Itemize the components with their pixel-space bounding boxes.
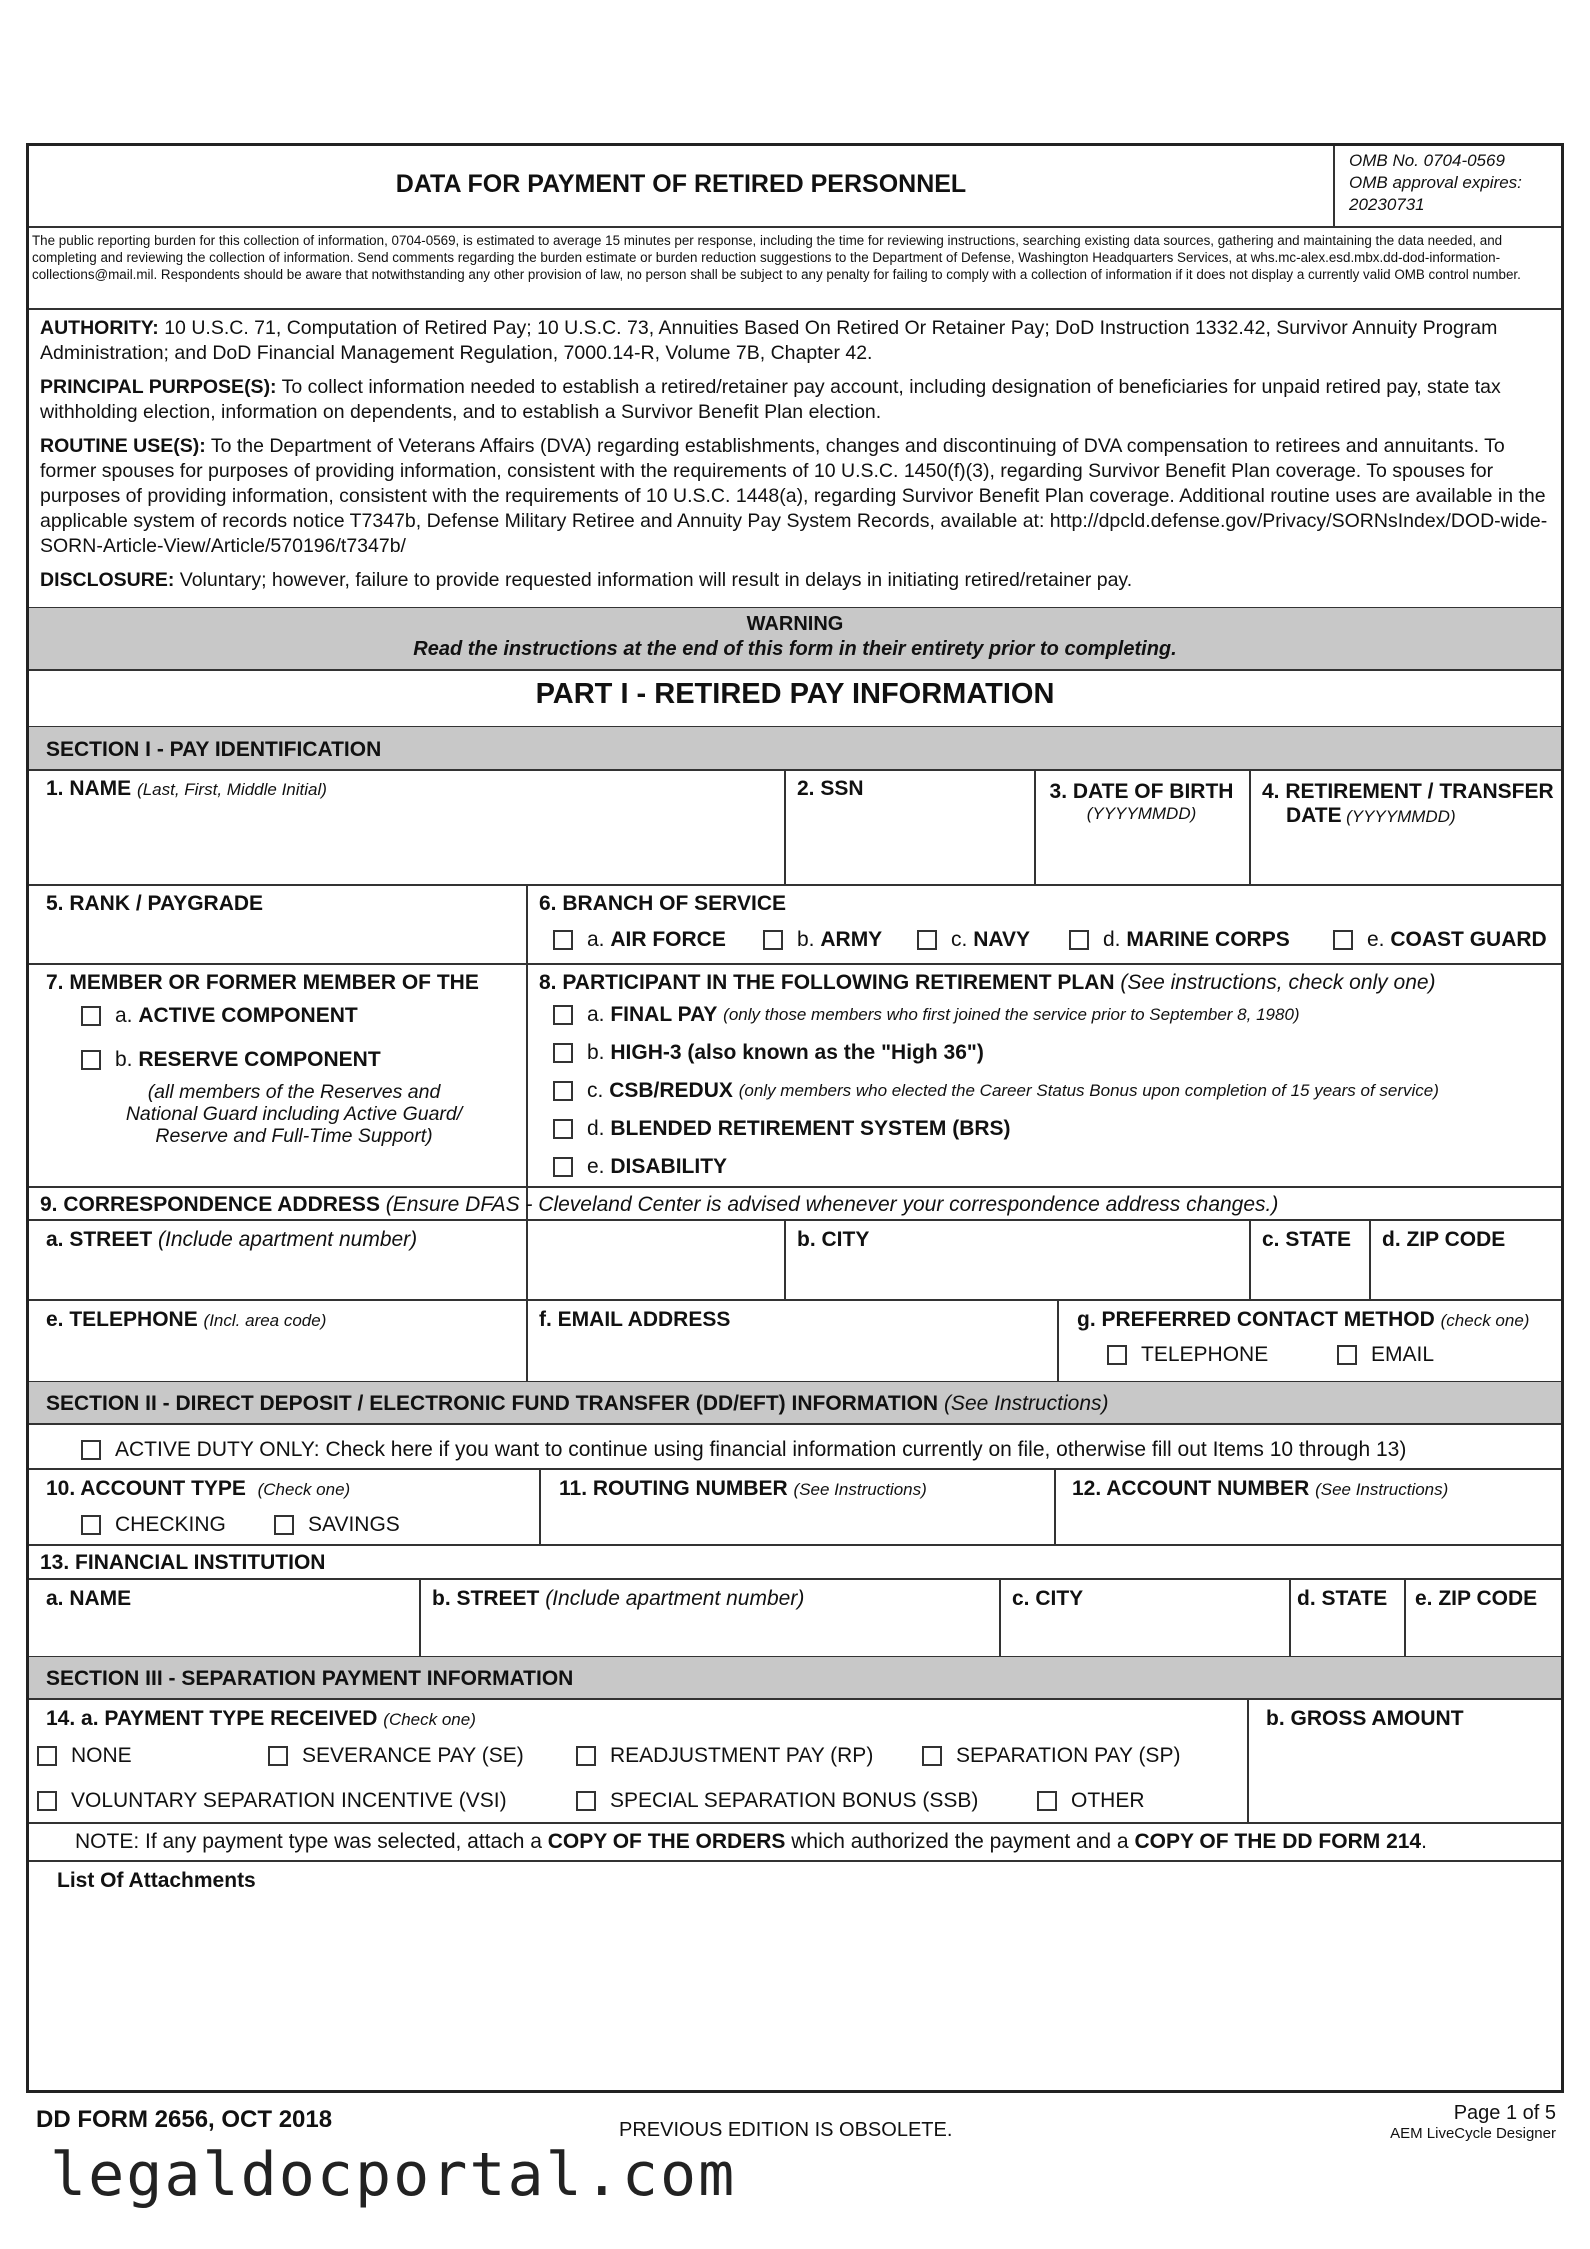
payment-vsi[interactable]: VOLUNTARY SEPARATION INCENTIVE (VSI) <box>37 1789 507 1813</box>
rank-label: 5. RANK / PAYGRADE <box>46 892 264 915</box>
fin-state-field[interactable] <box>1294 1614 1399 1650</box>
omb-number: OMB No. 0704-0569 <box>1349 151 1505 170</box>
dob-field[interactable] <box>1039 831 1249 879</box>
payment-separation[interactable]: SEPARATION PAY (SP) <box>922 1744 1180 1768</box>
marine-corps-checkbox[interactable] <box>1069 930 1089 950</box>
privacy-act-statement <box>40 316 1552 593</box>
severance-checkbox[interactable] <box>268 1746 288 1766</box>
street-label: a. STREET (Include apartment number) <box>46 1228 418 1251</box>
payment-readjustment[interactable]: READJUSTMENT PAY (RP) <box>576 1744 873 1768</box>
payment-ssb[interactable]: SPECIAL SEPARATION BONUS (SSB) <box>576 1789 978 1813</box>
branch-navy[interactable]: c. NAVY <box>917 928 1030 952</box>
branch-army[interactable]: b. ARMY <box>763 928 882 952</box>
warning-text: Read the instructions at the end of this form in their entirety prior to completing. <box>413 638 1177 660</box>
fin-zip-field[interactable] <box>1409 1614 1554 1650</box>
retirement-date-field[interactable] <box>1254 831 1554 879</box>
name-field[interactable] <box>39 808 789 856</box>
account-savings[interactable]: SAVINGS <box>274 1513 400 1537</box>
email-field[interactable] <box>534 1336 1044 1376</box>
branch-marine-corps[interactable]: d. MARINE CORPS <box>1069 928 1290 952</box>
form-title: DATA FOR PAYMENT OF RETIRED PERSONNEL <box>395 170 967 198</box>
routine-uses: ROUTINE USE(S): To the Department of Veterans Affairs (DVA) regarding establishments, changes and discontinuing of DVA compensation to retirees and annuitants. To former spouses for purposes of providing information, consistent with the requirements of 10 U.S.C. 1450(f)(3), regarding Survivor Benefit Plan coverage. To spouses for purposes of providing information, consistent with the requirements of 10 U.S.C. 1448(a), regarding Survivor Benefit Plan coverage. Additional routine uses are available in the applicable system of records notice T7347b, Defense Military Retiree and Annuity Pay System Records, available at: http://dpcld.defense.gov/Privacy/SORNsIndex/DOD-wide-SORN-Article-View/Article/570196/t7347b/ <box>40 435 1548 557</box>
zip-field[interactable] <box>1374 1256 1554 1294</box>
reserve-component[interactable]: b. RESERVE COMPONENT <box>81 1048 381 1072</box>
account-number-field[interactable] <box>1059 1506 1554 1540</box>
section-1-title: SECTION I - PAY IDENTIFICATION <box>46 738 382 761</box>
checking-checkbox[interactable] <box>81 1515 101 1535</box>
name-label: 1. NAME (Last, First, Middle Initial) <box>46 777 327 800</box>
plan-disability[interactable]: e. DISABILITY <box>553 1155 727 1179</box>
form-id: DD FORM 2656, OCT 2018 <box>36 2106 333 2133</box>
designer-note: AEM LiveCycle Designer <box>1390 2125 1556 2142</box>
page-number: Page 1 of 5 <box>1453 2102 1556 2124</box>
city-label: b. CITY <box>797 1228 870 1251</box>
contact-telephone-checkbox[interactable] <box>1107 1345 1127 1365</box>
savings-checkbox[interactable] <box>274 1515 294 1535</box>
disability-checkbox[interactable] <box>553 1157 573 1177</box>
section-3-title: SECTION III - SEPARATION PAYMENT INFORMATION <box>46 1667 574 1690</box>
brs-checkbox[interactable] <box>553 1119 573 1139</box>
branch-air-force[interactable]: a. AIR FORCE <box>553 928 726 952</box>
retirement-date-label: 4. RETIREMENT / TRANSFER DATE (YYYYMMDD) <box>1262 780 1554 827</box>
high-3-checkbox[interactable] <box>553 1043 573 1063</box>
fin-street-label: b. STREET (Include apartment number) <box>432 1587 805 1610</box>
readjustment-checkbox[interactable] <box>576 1746 596 1766</box>
army-checkbox[interactable] <box>763 930 783 950</box>
watermark: legaldocportal.com <box>50 2140 737 2210</box>
disclosure: DISCLOSURE: Voluntary; however, failure to provide requested information will result in delays in initiating retired/retainer pay. <box>40 569 1133 591</box>
attachment-note: NOTE: If any payment type was selected, attach a COPY OF THE ORDERS which authorized the payment and a COPY OF THE DD FORM 214. <box>75 1830 1427 1853</box>
reserve-component-checkbox[interactable] <box>81 1050 101 1070</box>
branch-coast-guard[interactable]: e. COAST GUARD <box>1333 928 1547 952</box>
contact-email[interactable]: EMAIL <box>1337 1343 1434 1367</box>
fin-city-label: c. CITY <box>1012 1587 1084 1610</box>
payment-other[interactable]: OTHER <box>1037 1789 1145 1813</box>
account-checking[interactable]: CHECKING <box>81 1513 226 1537</box>
fin-city-field[interactable] <box>1004 1614 1284 1650</box>
ssn-label: 2. SSN <box>797 777 864 800</box>
active-component-checkbox[interactable] <box>81 1006 101 1026</box>
address-label: 9. CORRESPONDENCE ADDRESS (Ensure DFAS - Cleveland Center is advised whenever your correspondence address changes.) <box>40 1193 1279 1216</box>
ssb-checkbox[interactable] <box>576 1791 596 1811</box>
account-number-label: 12. ACCOUNT NUMBER (See Instructions) <box>1072 1477 1449 1500</box>
gross-amount-field[interactable] <box>1254 1738 1554 1818</box>
payment-none[interactable]: NONE <box>37 1744 132 1768</box>
page-info <box>1300 2102 1556 2142</box>
plan-label: 8. PARTICIPANT IN THE FOLLOWING RETIREMENT PLAN (See instructions, check only one) <box>539 971 1436 994</box>
fin-name-field[interactable] <box>39 1614 414 1650</box>
active-duty-only[interactable]: ACTIVE DUTY ONLY: Check here if you want to continue using financial information currently on file, otherwise fill out Items 10 through 13) <box>81 1438 1406 1462</box>
gross-amount-label: b. GROSS AMOUNT <box>1266 1707 1464 1730</box>
plan-high-3[interactable]: b. HIGH-3 (also known as the "High 36") <box>553 1041 984 1065</box>
account-type-label: 10. ACCOUNT TYPE (Check one) <box>46 1477 351 1500</box>
principal-purpose: PRINCIPAL PURPOSE(S): To collect information needed to establish a retired/retainer pay account, including designation of beneficiaries for unpaid retired pay, state tax withholding election, information on dependents, and to establish a Survivor Benefit Plan election. <box>40 376 1501 423</box>
plan-brs[interactable]: d. BLENDED RETIREMENT SYSTEM (BRS) <box>553 1117 1011 1141</box>
active-duty-only-checkbox[interactable] <box>81 1440 101 1460</box>
plan-csb-redux[interactable]: c. CSB/REDUX (only members who elected the Career Status Bonus upon completion of 15 years of service) <box>553 1079 1439 1103</box>
financial-institution-label: 13. FINANCIAL INSTITUTION <box>40 1551 326 1574</box>
none-checkbox[interactable] <box>37 1746 57 1766</box>
attachments-field[interactable] <box>39 1898 1554 2083</box>
final-pay-checkbox[interactable] <box>553 1005 573 1025</box>
navy-checkbox[interactable] <box>917 930 937 950</box>
coast-guard-checkbox[interactable] <box>1333 930 1353 950</box>
street-field[interactable] <box>39 1256 779 1294</box>
warning-title: WARNING <box>746 613 844 635</box>
fin-name-label: a. NAME <box>46 1587 132 1610</box>
obsolete-notice: PREVIOUS EDITION IS OBSOLETE. <box>619 2119 953 2141</box>
contact-method-label: g. PREFERRED CONTACT METHOD (check one) <box>1077 1308 1530 1331</box>
reserve-note: (all members of the Reserves and National Guard including Active Guard/ Reserve and Full-Time Support) <box>125 1081 463 1147</box>
csb-redux-checkbox[interactable] <box>553 1081 573 1101</box>
ssn-field[interactable] <box>789 808 1034 856</box>
state-label: c. STATE <box>1262 1228 1352 1251</box>
member-label: 7. MEMBER OR FORMER MEMBER OF THE <box>46 971 479 994</box>
payment-severance[interactable]: SEVERANCE PAY (SE) <box>268 1744 524 1768</box>
separation-checkbox[interactable] <box>922 1746 942 1766</box>
branch-label: 6. BRANCH OF SERVICE <box>539 892 786 915</box>
other-checkbox[interactable] <box>1037 1791 1057 1811</box>
zip-label: d. ZIP CODE <box>1382 1228 1506 1251</box>
vsi-checkbox[interactable] <box>37 1791 57 1811</box>
telephone-label: e. TELEPHONE (Incl. area code) <box>46 1308 327 1331</box>
fin-zip-label: e. ZIP CODE <box>1415 1587 1538 1610</box>
omb-expires-date: 20230731 <box>1349 195 1425 214</box>
rank-field[interactable] <box>39 921 519 956</box>
routing-number-field[interactable] <box>544 1506 1049 1540</box>
omb-block <box>1349 150 1522 216</box>
form-page <box>26 143 1564 2093</box>
authority: AUTHORITY: 10 U.S.C. 71, Computation of Retired Pay; 10 U.S.C. 73, Annuities Based On Retired Or Retainer Pay; DoD Instruction 1332.42, Survivor Annuity Program Administration; and DoD Financial Management Regulation, 7000.14-R, Volume 7B, Chapter 42. <box>40 317 1498 364</box>
section-2-title: SECTION II - DIRECT DEPOSIT / ELECTRONIC FUND TRANSFER (DD/EFT) INFORMATION (See Instructions) <box>46 1392 1109 1415</box>
state-field[interactable] <box>1254 1256 1364 1294</box>
city-field[interactable] <box>789 1256 1244 1294</box>
plan-final-pay[interactable]: a. FINAL PAY (only those members who first joined the service prior to September 8, 1980) <box>553 1003 1300 1027</box>
email-label: f. EMAIL ADDRESS <box>539 1308 731 1331</box>
payment-type-label: 14. a. PAYMENT TYPE RECEIVED (Check one) <box>46 1707 476 1730</box>
routing-number-label: 11. ROUTING NUMBER (See Instructions) <box>559 1477 927 1500</box>
air-force-checkbox[interactable] <box>553 930 573 950</box>
fin-street-field[interactable] <box>424 1614 994 1650</box>
contact-telephone[interactable]: TELEPHONE <box>1107 1343 1268 1367</box>
omb-expires-label: OMB approval expires: <box>1349 173 1522 192</box>
dob-label: 3. DATE OF BIRTH (YYYYMMDD) <box>1049 780 1234 823</box>
telephone-field[interactable] <box>39 1336 519 1376</box>
active-component[interactable]: a. ACTIVE COMPONENT <box>81 1004 358 1028</box>
contact-email-checkbox[interactable] <box>1337 1345 1357 1365</box>
burden-statement: The public reporting burden for this collection of information, 0704-0569, is estimated to average 15 minutes per response, including the time for reviewing instructions, searching existing data sources, gathering and maintaining the data needed, and completing and reviewing the collection of information. Send comments regarding the burden estimate or burden reduction suggestions to the Department of Defense, Washington Headquarters Services, at whs.mc-alex.esd.mbx.dd-dod-information-collections@mail.mil. Respondents should be aware that notwithstanding any other provision of law, no person shall be subject to any penalty for failing to comply with a collection of information if it does not display a currently valid OMB control number. <box>32 233 1521 282</box>
part-title: PART I - RETIRED PAY INFORMATION <box>535 678 1055 710</box>
fin-state-label: d. STATE <box>1297 1587 1388 1610</box>
attachments-label: List Of Attachments <box>57 1869 256 1892</box>
